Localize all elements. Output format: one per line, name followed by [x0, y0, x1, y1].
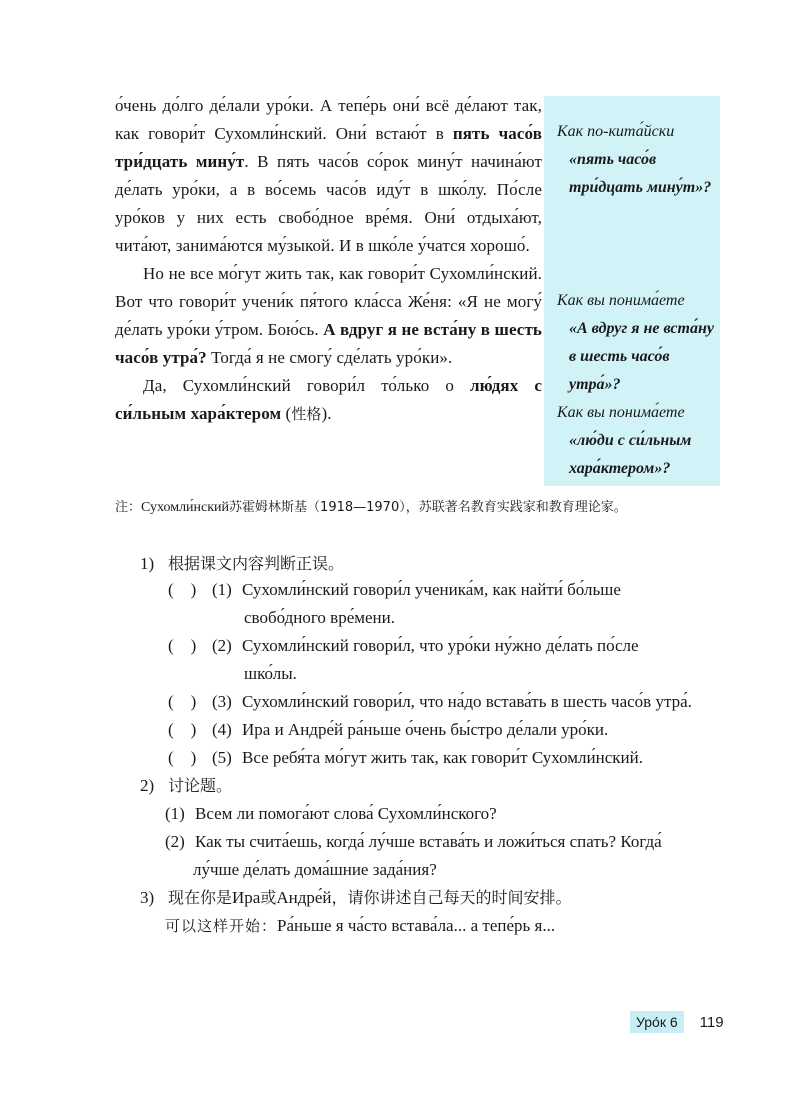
exercise-title-name: Ира [232, 888, 261, 907]
exercise-3-heading [140, 884, 572, 912]
starter-label: 可以这样开始： [165, 917, 278, 935]
item-index: (4) [212, 720, 232, 739]
p3-text: Да, Сухомли́нский говори́л то́лько о [143, 376, 470, 395]
p3-chinese-gloss: 性格 [291, 405, 322, 423]
exercise-title: 现在你是 [168, 888, 233, 907]
item-index: (5) [212, 748, 232, 767]
reading-text [115, 92, 542, 428]
paragraph-1 [115, 92, 542, 260]
exercise-number: 1) [140, 554, 155, 573]
true-false-item-5 [168, 744, 728, 772]
item-text-continued: шко́лы. [244, 664, 297, 683]
item-index: (1) [212, 580, 232, 599]
exercise-1-heading [140, 550, 344, 578]
p1-bold: пять часо́в три́дцать мину́т [115, 124, 542, 171]
side-note-3 [557, 399, 717, 483]
item-text: Сухомли́нский говори́л, что уро́ки ну́жно де́лать по́сле [242, 636, 639, 655]
page-footer [630, 1010, 724, 1034]
answer-blank[interactable]: ( ) [168, 692, 197, 711]
p3-paren-open: ( [281, 404, 292, 423]
paragraph-2 [115, 260, 542, 372]
item-text-continued: свобо́дного вре́мени. [244, 608, 395, 627]
exercise-title: 根据课文内容判断正误。 [168, 554, 345, 573]
true-false-item-1 [168, 576, 728, 604]
side-question-box [544, 96, 720, 486]
answer-blank[interactable]: ( ) [168, 580, 197, 599]
p1-text: о́чень до́лго де́лали уро́ки. А тепе́рь они́ всё де́лают так, как говори́т Сухомли́нский. Они́ встаю́т в [115, 96, 542, 143]
exercise-3-starter [165, 912, 555, 940]
side-note-phrase: «лю́ди с си́льным хара́ктером»? [569, 432, 692, 477]
footnote-text: 苏霍姆林斯基（1918—1970），苏联著名教育实践家和教育理论家。 [229, 500, 627, 515]
discussion-question-1 [165, 800, 725, 828]
true-false-item-3 [168, 688, 728, 716]
item-text: Всем ли помога́ют слова́ Сухомли́нского? [195, 804, 497, 823]
exercise-title: ，请你讲述自己每天的时间安排。 [331, 888, 572, 907]
true-false-item-4 [168, 716, 728, 744]
true-false-item-2 [168, 632, 728, 660]
page-number: 119 [699, 1013, 724, 1031]
side-note-phrase: «А вдруг я не вста́ну в шесть часо́в утра́»? [569, 320, 714, 393]
p2-text-end: Тогда́ я не смогу́ сде́лать уро́ки». [206, 348, 453, 367]
starter-text: Ра́ньше я ча́сто встава́ла... а тепе́рь я... [277, 916, 556, 935]
lesson-tag: Уро́к 6 [630, 1011, 684, 1033]
exercise-number: 2) [140, 776, 155, 795]
item-text: Сухомли́нский говори́л ученика́м, как найти́ бо́льше [242, 580, 621, 599]
answer-blank[interactable]: ( ) [168, 636, 197, 655]
exercise-title: 讨论题。 [168, 776, 233, 795]
side-note-phrase: «пять часо́в три́дцать мину́т»? [569, 151, 712, 196]
exercise-number: 3) [140, 888, 155, 907]
footnote-name: Сухомли́нский [141, 500, 230, 515]
discussion-question-2 [165, 828, 725, 856]
item-text: Ира и Андре́й ра́ньше о́чень бы́стро де́лали уро́ки. [242, 720, 609, 739]
side-note-question: Как по-кита́йски [557, 123, 675, 140]
paragraph-3 [115, 372, 542, 428]
footnote-label: 注： [115, 500, 142, 515]
item-index: (2) [165, 832, 185, 851]
side-note-2 [557, 287, 717, 399]
side-note-question: Как вы понима́ете [557, 404, 685, 421]
p2-text: Но не все мо́гут жить так, как говори́т Сухомли́нский. Вот что говори́т учени́к пя́того кла́сса Же́ня: «Я не могу́ де́лать уро́ки у́тром. Бою́сь. [115, 264, 542, 339]
exercise-title-name: Андре́й [276, 888, 332, 907]
answer-blank[interactable]: ( ) [168, 748, 197, 767]
exercise-2-heading [140, 772, 232, 800]
item-index: (2) [212, 636, 232, 655]
p3-paren-close: ). [321, 404, 332, 423]
item-index: (3) [212, 692, 232, 711]
footnote [115, 498, 735, 518]
item-text-continued: лу́чше де́лать дома́шние зада́ния? [193, 860, 437, 879]
item-text: Сухомли́нский говори́л, что на́до встава́ть в шесть часо́в утра́. [242, 692, 692, 711]
item-text: Как ты счита́ешь, когда́ лу́чше встава́ть и ложи́ться спать? Когда́ [195, 832, 662, 851]
p3-bold: лю́дях с си́льным хара́ктером [115, 376, 542, 423]
answer-blank[interactable]: ( ) [168, 720, 197, 739]
p1-text-end: . В пять часо́в со́рок мину́т начина́ют де́лать уро́ки, а в во́семь часо́в иду́т в шко́лу. По́сле уро́ков у них есть свобо́дное вре́мя. Они́ отдыха́ют, чита́ют, занима́ются му́зыкой. И в шко́ле у́чатся хорошо́. [115, 152, 543, 255]
item-text: Все ребя́та мо́гут жить так, как говори́т Сухомли́нский. [242, 748, 643, 767]
item-index: (1) [165, 804, 185, 823]
p2-bold: А вдруг я не вста́ну в шесть часо́в утра́? [115, 320, 542, 367]
side-note-1 [557, 118, 717, 202]
side-note-question: Как вы понима́ете [557, 292, 685, 309]
exercise-title: 或 [260, 888, 277, 907]
